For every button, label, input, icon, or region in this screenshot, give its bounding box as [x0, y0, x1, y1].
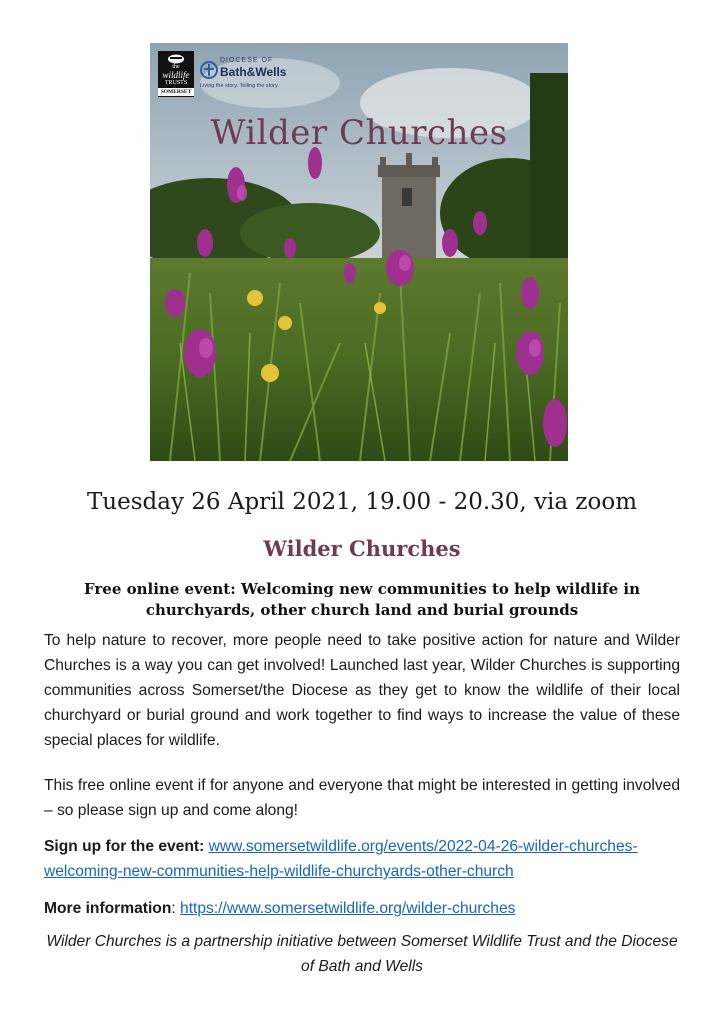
- event-date: Tuesday 26 April 2021, 19.00 - 20.30, via zoom: [86, 489, 638, 515]
- logo-wildlife-line3: TRUSTS: [164, 80, 188, 86]
- hero-title: Wilder Churches: [210, 113, 508, 153]
- diocese-bath-wells-logo: [198, 55, 308, 95]
- logo-diocese-tagline: Living the story. Telling the story.: [200, 83, 279, 89]
- logo-wildlife-line4: SOMERSET: [158, 88, 194, 96]
- more-info-link[interactable]: https://www.somersetwildlife.org/wilder-churches: [180, 900, 516, 917]
- event-subtitle: Free online event: Welcoming new communities to help wildlife in churchyards, other church land and burial grounds: [83, 580, 640, 619]
- logo-wildlife-line1: the: [172, 64, 180, 70]
- hero-image: [150, 43, 568, 461]
- event-title: Wilder Churches: [263, 536, 461, 561]
- more-info-separator: :: [171, 900, 176, 917]
- badger-icon: [167, 54, 185, 64]
- invite-paragraph: This free online event if for anyone and everyone that might be interested in getting involved – so please sign up and come along!: [44, 777, 680, 819]
- more-info-label: More information: [44, 900, 172, 917]
- signup-link[interactable]: www.somersetwildlife.org/events/2022-04-26-wilder-churches-welcoming-new-communities-help-wildlife-churchyards-other-church: [44, 838, 638, 880]
- intro-paragraph: To help nature to recover, more people need to take positive action for nature and Wilder Churches is a way you can get involved! Launched last year, Wilder Churches is supporting communities across Somerset/the Diocese as they get to know the wildlife of their local churchyard or burial ground and work together to find ways to increase the value of these special places for wildlife.: [44, 632, 680, 749]
- logo-diocese-line2: Bath&Wells: [220, 65, 287, 79]
- logo-wildlife-line2: wildlife: [162, 70, 190, 80]
- diocese-cross-icon: [200, 61, 218, 79]
- logo-diocese-line1: DIOCESE OF: [220, 57, 274, 64]
- signup-line: [44, 834, 694, 884]
- somerset-wildlife-trust-logo: [158, 51, 194, 97]
- more-info-line: [44, 896, 694, 921]
- meadow-church-photo: [150, 43, 568, 461]
- signup-label: Sign up for the event:: [44, 838, 205, 855]
- partnership-footer: Wilder Churches is a partnership initiative between Somerset Wildlife Trust and the Diocese of Bath and Wells: [46, 933, 678, 975]
